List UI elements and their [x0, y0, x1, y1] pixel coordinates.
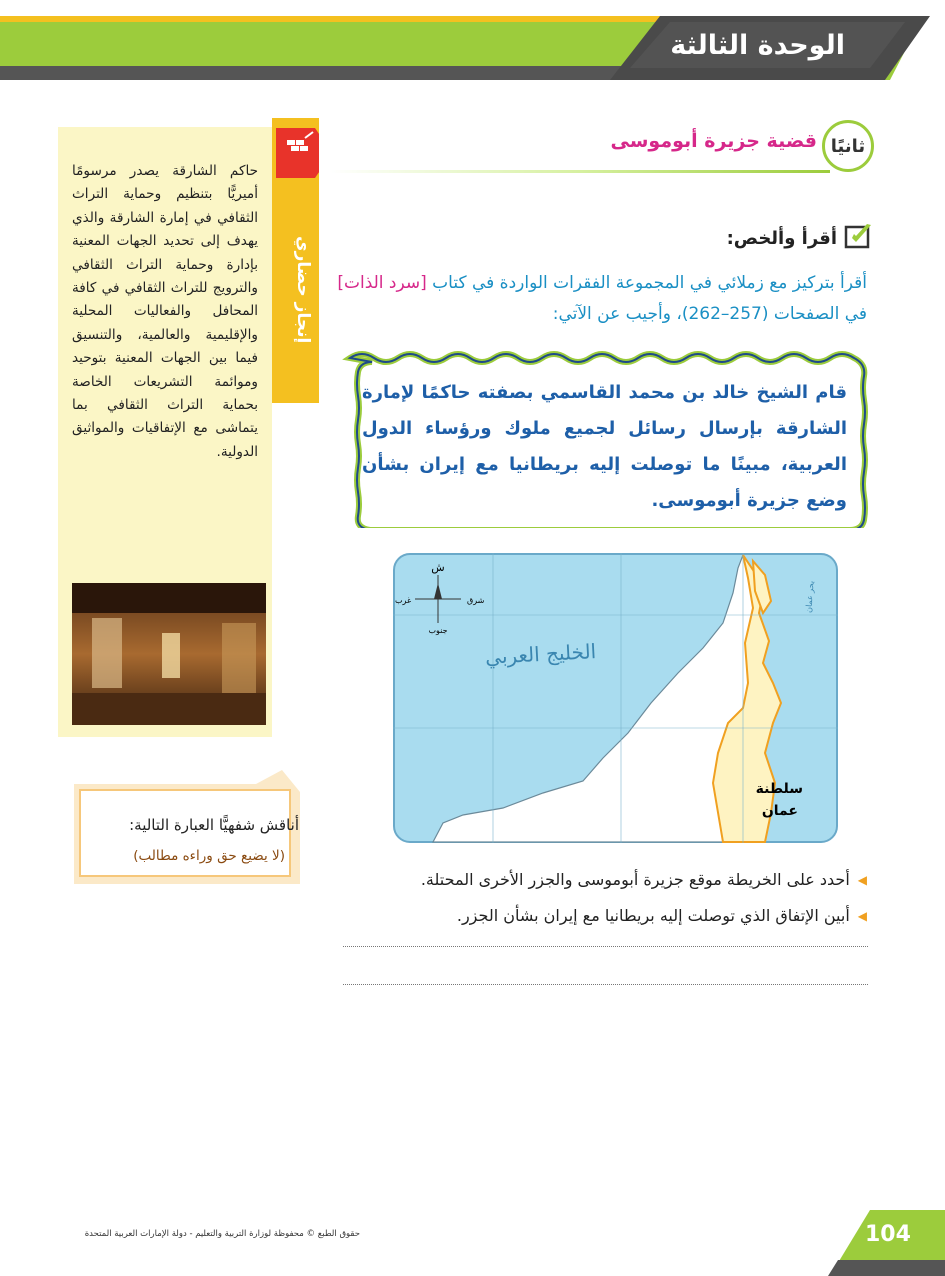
footer-bar — [0, 1210, 945, 1276]
compass-south: جنوب — [428, 626, 448, 635]
task-text: أحدد على الخريطة موقع جزيرة أبوموسى والجزر الأخرى المحتلة. — [420, 870, 850, 889]
oman-sea-label: بحر عمان — [804, 580, 816, 614]
instruction-part-1: أقرأ بتركيز مع زملائي في المجموعة الفقرات الواردة في كتاب — [426, 273, 867, 293]
gulf-label: الخليج العربي — [484, 639, 597, 669]
discussion-question: أناقش شفهيًّا العبارة التالية: — [129, 816, 299, 834]
bullet-triangle-icon: ◀ — [857, 872, 867, 887]
sidebar-ribbon-label: إنجاز حضاري — [293, 236, 313, 344]
compass-north: ش — [431, 561, 445, 574]
oman-label-line1: سلطنة — [755, 781, 803, 797]
copyright-text: حقوق الطبع © محفوظة لوزارة التربية والتعليم - دولة الإمارات العربية المتحدة — [84, 1229, 360, 1239]
task-item — [421, 870, 867, 889]
gulf-map — [393, 553, 838, 843]
task-item — [457, 906, 867, 925]
section-underline — [330, 170, 830, 173]
page-number: 104 — [865, 1222, 911, 1247]
bullet-triangle-icon: ◀ — [857, 908, 867, 923]
task-text: أبين الإتفاق الذي توصلت إليه بريطانيا مع إيران بشأن الجزر. — [456, 906, 850, 925]
compass-east: شرق — [467, 596, 485, 605]
discussion-quote: (لا يضيع حق وراءه مطالب) — [133, 848, 285, 864]
answer-line[interactable] — [343, 946, 868, 947]
sidebar-text: حاكم الشارقة يصدر مرسومًا أميريًّا بتنظيم وحماية التراث الثقافي في إمارة الشارقة والذي يهدف إلى تحديد الجهات المعنية بإدارة وحماية التراث الثقافي والترويج للتراث الثقافي في كافة المحافل والفعاليات المحلية والإقليمية والعالمية، والتنسيق فيما بين الجهات المعنية بتوحيد وموائمة التشريعات الخاصة بحماية التراث الثقافي بما يتماشى مع الإتفاقيات والمواثيق الدولية. — [72, 163, 258, 460]
section-number-badge: ثانيًا — [822, 120, 874, 172]
checkbox-pencil-icon — [843, 223, 873, 249]
answer-line[interactable] — [343, 984, 868, 985]
section-title: قضية جزيرة أبوموسى — [610, 130, 817, 152]
brick-trowel-icon — [285, 130, 315, 158]
oman-label-line2: عمان — [761, 803, 798, 819]
read-instruction — [327, 268, 867, 330]
compass-west: غرب — [395, 596, 412, 605]
unit-title: الوحدة الثالثة — [670, 30, 845, 61]
instruction-part-2: في الصفحات (257–262)، وأجيب عن الآتي: — [552, 304, 867, 324]
museum-photo — [72, 583, 266, 725]
book-title: [سرد الذات] — [337, 273, 427, 293]
read-summarize-title: أقرأ وألخص: — [726, 228, 837, 249]
box-paragraph: قام الشيخ خالد بن محمد القاسمي بصفته حاكمًا لإمارة الشارقة بإرسال رسائل لجميع ملوك ورؤساء الدول العربية، مبينًا ما توصلت إليه بريطانيا مع إيران بشأن وضع جزيرة أبوموسى. — [362, 382, 847, 511]
